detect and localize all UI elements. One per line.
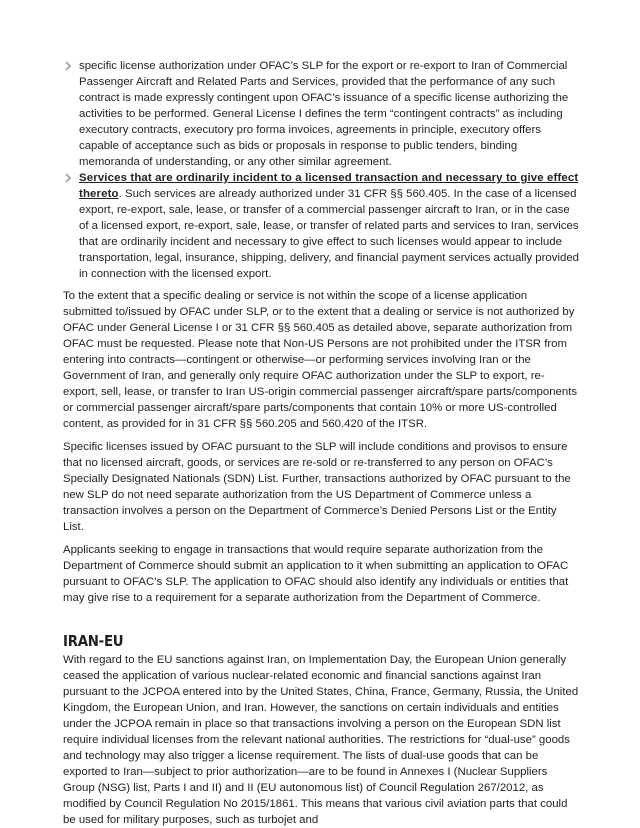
bullet-item <box>63 58 579 170</box>
bullet-heading: Services that are ordinarily incident to a licensed transaction and necessary to give effect thereto <box>79 172 579 200</box>
bullet-text <box>79 170 579 282</box>
section-body: With regard to the EU sanctions against Iran, on Implementation Day, the European Union generally ceased the application of various nuclear-related economic and financial sanctions against Iran pursuant to the JCPOA entered into by the United States, China, France, Germany, Russia, the United Kingdom, the European Union, and Iran. However, the sanctions on certain individuals and entities under the JCPOA remain in place so that transactions involving a person on the European SDN list require individual licenses from the relevant national authorities. The restrictions for “dual-use” goods and technology may also trigger a license requirement. The lists of dual-use goods that can be exported to Iran—subject to prior authorization—are to be found in Annexes I (Nuclear Suppliers Group (NSG) list, Parts I and II) and II (EU autonomous list) of Council Regulation 267/2012, as modified by Council Regulation No 2015/1861. This means that various civil aviation parts that could be used for military purposes, such as turbojet and <box>63 654 579 826</box>
chevron-right-icon <box>63 61 73 71</box>
body-paragraph: To the extent that a specific dealing or service is not within the scope of a license application submitted to/issued by OFAC under SLP, or to the extent that a dealing or service is not authorized by OFAC under General License I or 31 CFR §§ 560.405 as detailed above, separate authorization from OFAC must be requested. Please note that Non-US Persons are not prohibited under the ITSR from entering into contracts—contingent or otherwise—or performing services involving Iran or the Government of Iran, and generally only require OFAC authorization under the SLP to export, re-export, sell, lease, or transfer to Iran US-origin commercial passenger aircraft/spare parts/components or commercial passenger aircraft/spare parts/components that contain 10% or more US-controlled content, as provided for in 31 CFR §§ 560.205 and 560.420 of the ITSR. <box>63 290 578 430</box>
bullet-text: specific license authorization under OFAC’s SLP for the export or re-export to Iran of Commercial Passenger Aircraft and Related Parts and Services, provided that the performance of any such contract is made expressly contingent upon OFAC’s issuance of a specific license authorizing the activities to be performed. General License I defines the term “contingent contracts” as including executory contracts, executory pro forma invoices, agreements in principle, executory offers capable of acceptance such as bids or proposals in response to public tenders, binding memoranda of understanding, or any other similar agreement. <box>79 60 569 168</box>
chevron-right-icon <box>63 173 73 183</box>
bullet-item <box>63 170 579 282</box>
bullet-body: . Such services are already authorized under 31 CFR §§ 560.405. In the case of a licensed export, re-export, sale, lease, or transfer of a commercial passenger aircraft to Iran, or in the case of a licensed export, re-export, sale, lease, or transfer of related parts and services to Iran, services that are ordinarily incident and necessary to give effect to such licenses would appear to include transportation, legal, insurance, shipping, delivery, and financial payment services actually provided in connection with the licensed export. <box>79 188 579 280</box>
section-heading: IRAN-EU <box>63 632 124 650</box>
body-paragraph: Applicants seeking to engage in transactions that would require separate authorization from the Department of Commerce should submit an application to it when submitting an application to OFAC pursuant to OFAC’s SLP. The application to OFAC should also identify any individuals or entities that may give rise to a requirement for a separate authorization from the Department of Commerce. <box>63 544 569 604</box>
document-page <box>63 58 579 828</box>
body-paragraph: Specific licenses issued by OFAC pursuant to the SLP will include conditions and provisos to ensure that no licensed aircraft, goods, or services are re-sold or re-transferred to any person on OFAC’s Specially Designated Nationals (SDN) List. Further, transactions authorized by OFAC pursuant to the new SLP do not need separate authorization from the US Department of Commerce unless a transaction involves a person on the Department of Commerce’s Denied Persons List or the Entity List. <box>63 441 571 533</box>
